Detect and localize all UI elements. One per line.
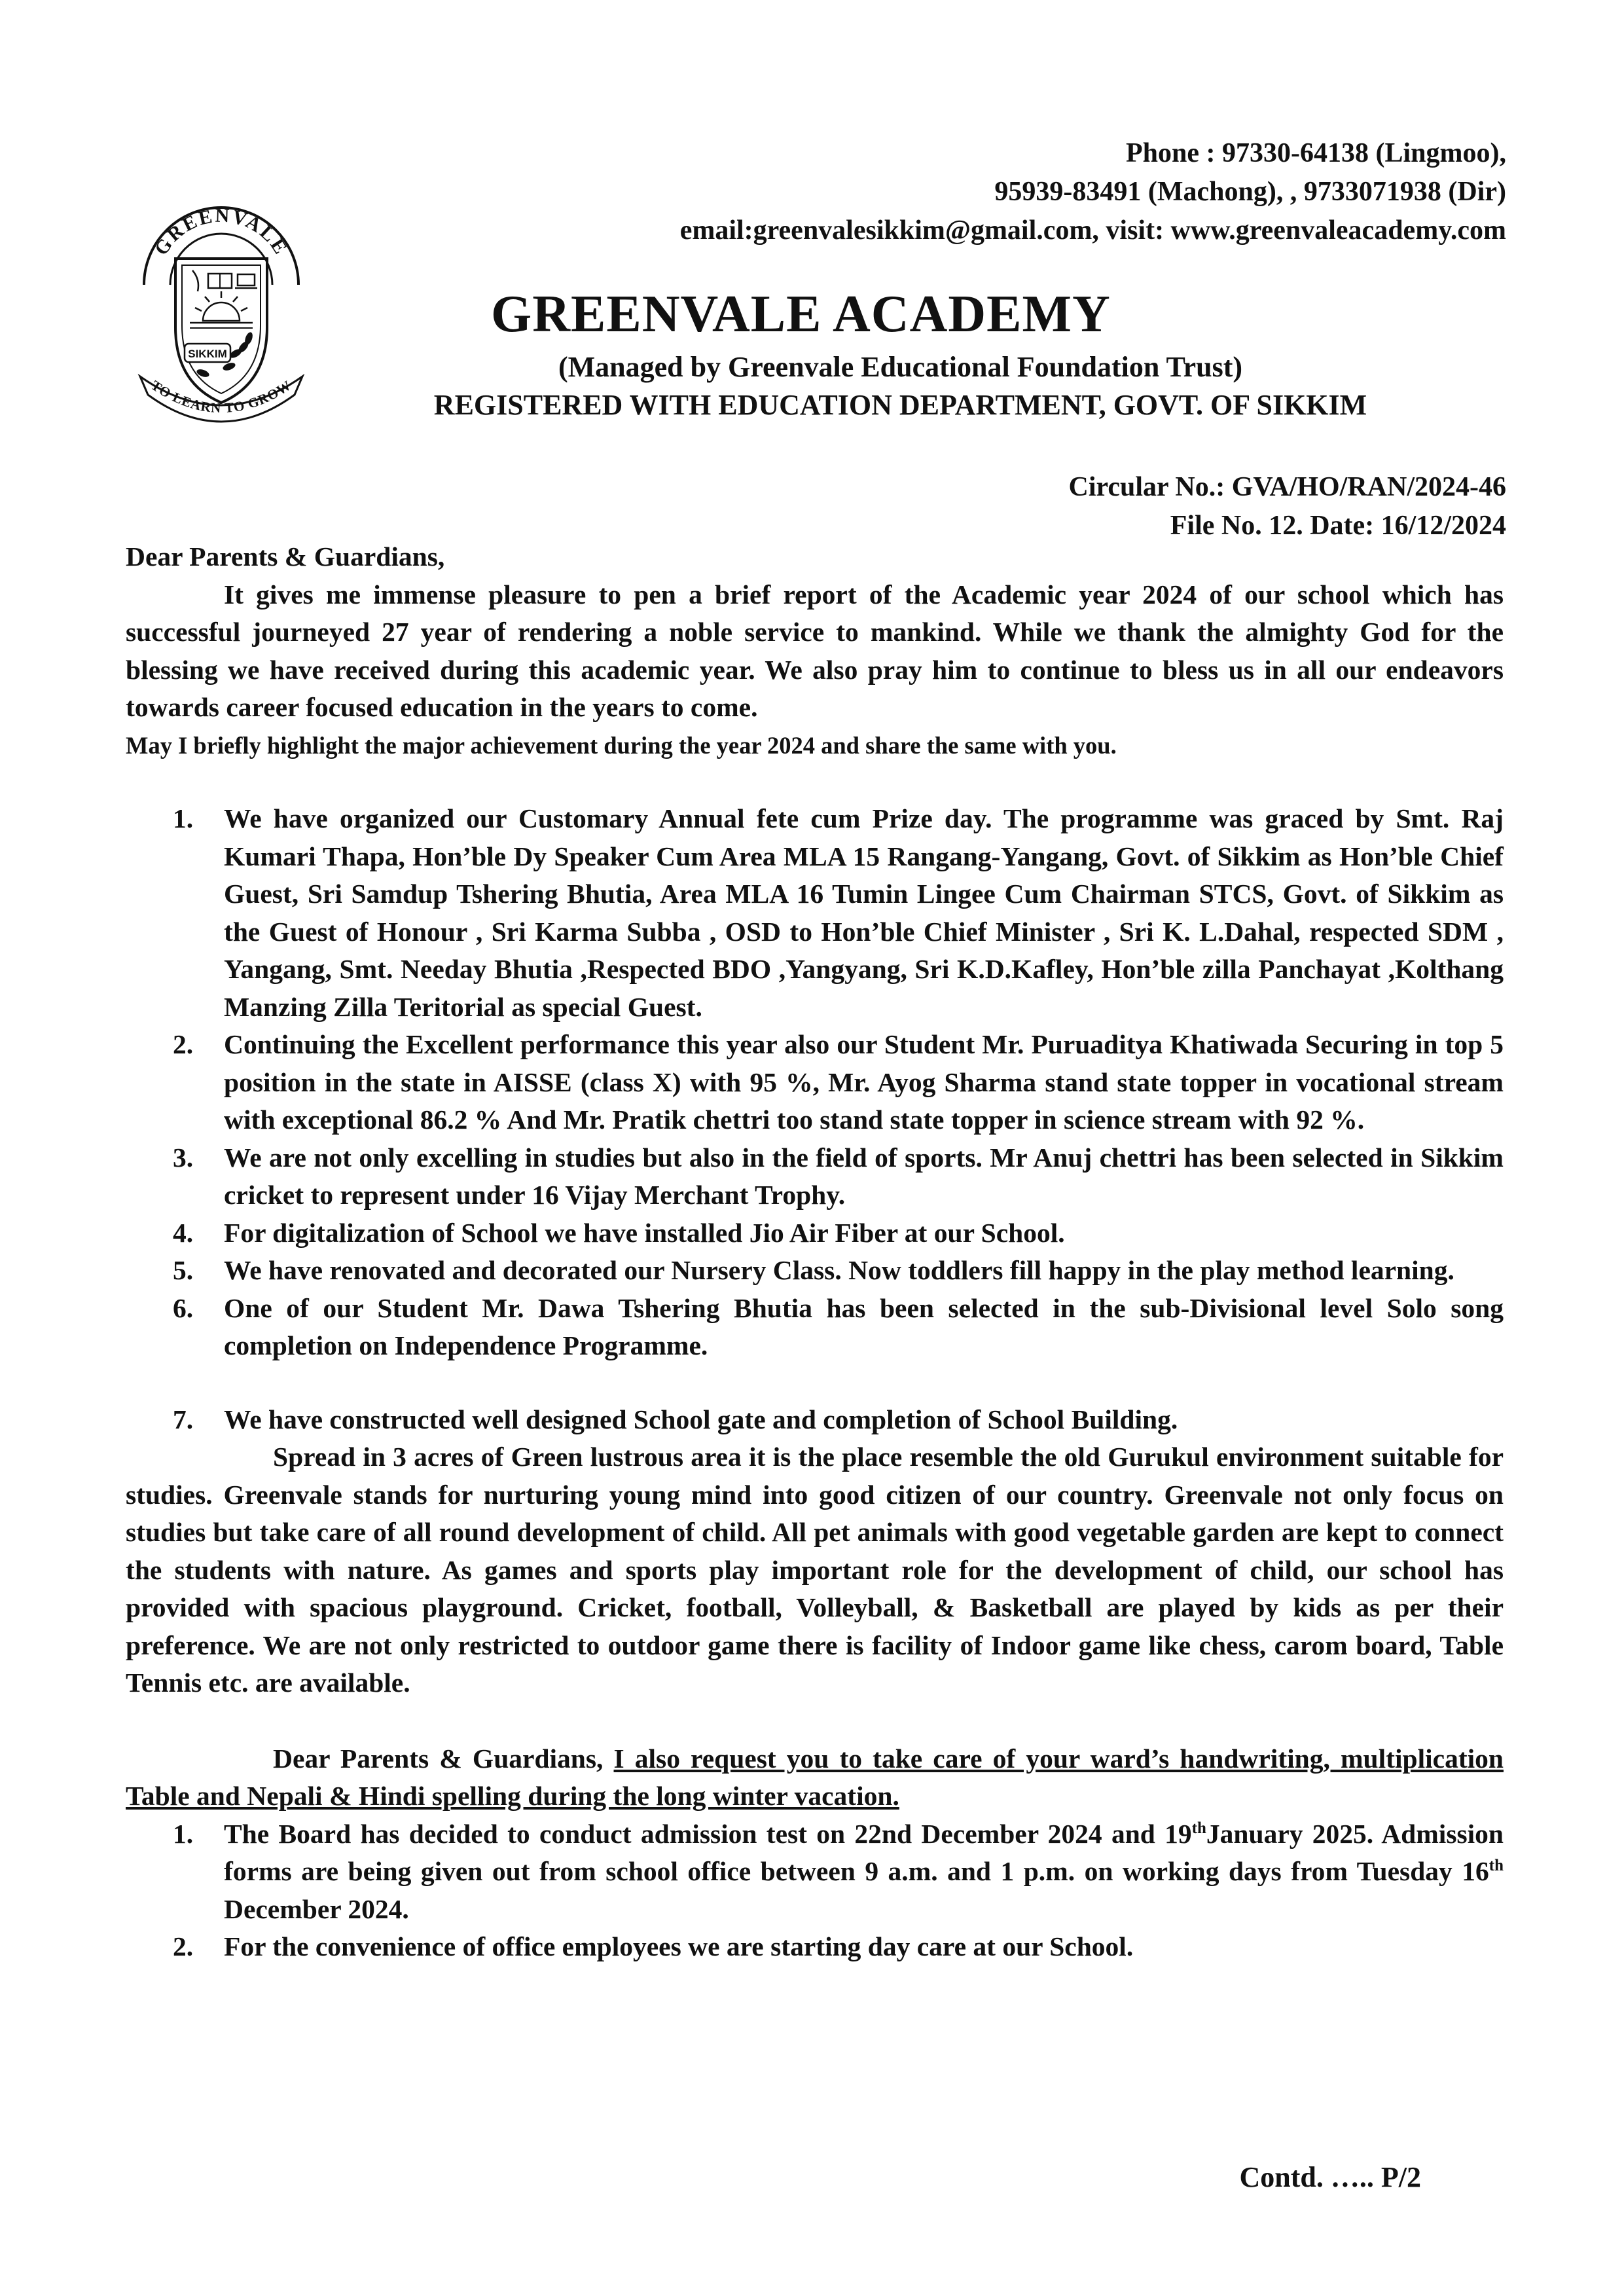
file-number-date: File No. 12. Date: 16/12/2024 — [1170, 511, 1506, 541]
svg-text:TO LEARN TO GROW: TO LEARN TO GROW — [148, 377, 295, 416]
email-website-line: email:greenvalesikkim@gmail.com, visit: www.greenvaleacademy.com — [679, 215, 1506, 246]
campus-paragraph: Spread in 3 acres of Green lustrous area it is the place resemble the old Gurukul environment suitable for studies. Greenvale stands for nurturing young mind into good citizen of our country. Greenvale not only focus on studies but take care of all round development of child. All pet animals with good vegetable garden are kept to connect the students with nature. As games and sports play important role for the development of child, our school has provided with spacious playground. Cricket, football, Volleyball, & Basketball are played by kids as per their preference. We are not only restricted to outdoor game there is facility of Indoor game like chess, carom board, Table Tennis etc. are available. — [126, 1442, 1504, 1698]
phone-line-1: Phone : 97330-64138 (Lingmoo), — [1126, 138, 1506, 168]
list-item: 2. For the convenience of office employees we are starting day care at our School. — [173, 1931, 1134, 1961]
list-item: 3. We are not only excelling in studies but also in the field of sports. Mr Anuj chettri has been selected in Sikkim cricket to represent under 16 Vijay Merchant Trophy. — [173, 1142, 1504, 1210]
list-item: 7. We have constructed well designed School gate and completion of School Building. — [173, 1404, 1178, 1434]
list-item: 1. We have organized our Customary Annual fete cum Prize day. The programme was graced by Smt. Raj Kumari Thapa, Hon’ble Dy Speaker Cum Area MLA 15 Rangang-Yangang, Govt. of Sikkim as Hon’ble Chief Guest, Sri Samdup Tshering Bhutia, Area MLA 16 Tumin Lingee Cum Chairman STCS, Govt. of Sikkim as the Guest of Honour , Sri Karma Subba , OSD to Hon’ble Chief Minister , Sri K. L.Dahal, respected SDM , Yangang, Smt. Needay Bhutia ,Respected BDO ,Yangyang, Sri K.D.Kafley, Hon’ble zilla Panchayat ,Kolthang Manzing Zilla Teritorial as special Guest. — [173, 803, 1504, 1022]
request-underlined: I also request you to take care of your ward’s handwriting, multiplication Table and Nepali & Hindi spelling during the long winter vacation. — [126, 1743, 1504, 1811]
svg-text:GREENVALE: GREENVALE — [150, 204, 293, 259]
list-item: 4. For digitalization of School we have installed Jio Air Fiber at our School. — [173, 1217, 1065, 1248]
list-item: 5. We have renovated and decorated our Nursery Class. Now toddlers fill happy in the play method learning. — [173, 1255, 1454, 1285]
svg-text:SIKKIM: SIKKIM — [188, 348, 227, 360]
notices-list — [126, 1815, 1504, 1966]
circular-info — [1069, 468, 1507, 545]
salutation: Dear Parents & Guardians, — [126, 541, 445, 572]
list-item: 6. One of our Student Mr. Dawa Tshering Bhutia has been selected in the sub-Divisional level Solo song completion on Independence Programme. — [173, 1292, 1504, 1360]
intro-note: May I briefly highlight the major achievement during the year 2024 and share the same with you. — [126, 731, 1117, 759]
spacer — [126, 1702, 1504, 1740]
phone-line-2: 95939-83491 (Machong), , 9733071938 (Dir) — [994, 177, 1506, 207]
list-item: 1. The Board has decided to conduct admission test on 22nd December 2024 and 19thJanuary 2025. Admission forms are being given out from school office between 9 a.m. and 1 p.m. on working days from Tuesday 16th December 2024. — [173, 1818, 1504, 1924]
list-item: 2. Continuing the Excellent performance this year also our Student Mr. Puruaditya Khatiwada Securing in top 5 position in the state in AISSE (class X) with 95 %, Mr. Ayog Sharma stand state topper in vocational stream with exceptional 86.2 % And Mr. Pratik chettri too stand state topper in science stream with 92 %. — [173, 1029, 1504, 1135]
request-lead: Dear Parents & Guardians, — [273, 1743, 614, 1774]
circular-number: Circular No.: GVA/HO/RAN/2024-46 — [1068, 472, 1506, 502]
spacer — [126, 1365, 1504, 1401]
continued-marker: Contd. ….. P/2 — [1239, 2161, 1421, 2193]
registration-line: REGISTERED WITH EDUCATION DEPARTMENT, GOVT. OF SIKKIM — [433, 389, 1367, 421]
spacer — [126, 764, 1504, 800]
managed-by-line: (Managed by Greenvale Educational Foundation Trust) — [558, 351, 1243, 383]
intro-paragraph: It gives me immense pleasure to pen a brief report of the Academic year 2024 of our school which has successful journeyed 27 year of rendering a noble service to mankind. While we thank the almighty God for the blessing we have received during this academic year. We also pray him to continue to bless us in all our endeavors towards career focused education in the years to come. — [126, 579, 1504, 722]
achievements-list — [126, 800, 1504, 1365]
school-name: GREENVALE ACADEMY — [491, 285, 1111, 343]
request-paragraph — [126, 1740, 1504, 1815]
letter-body — [126, 538, 1504, 1966]
achievement-item-7 — [126, 1401, 1504, 1439]
contact-block — [680, 134, 1506, 250]
